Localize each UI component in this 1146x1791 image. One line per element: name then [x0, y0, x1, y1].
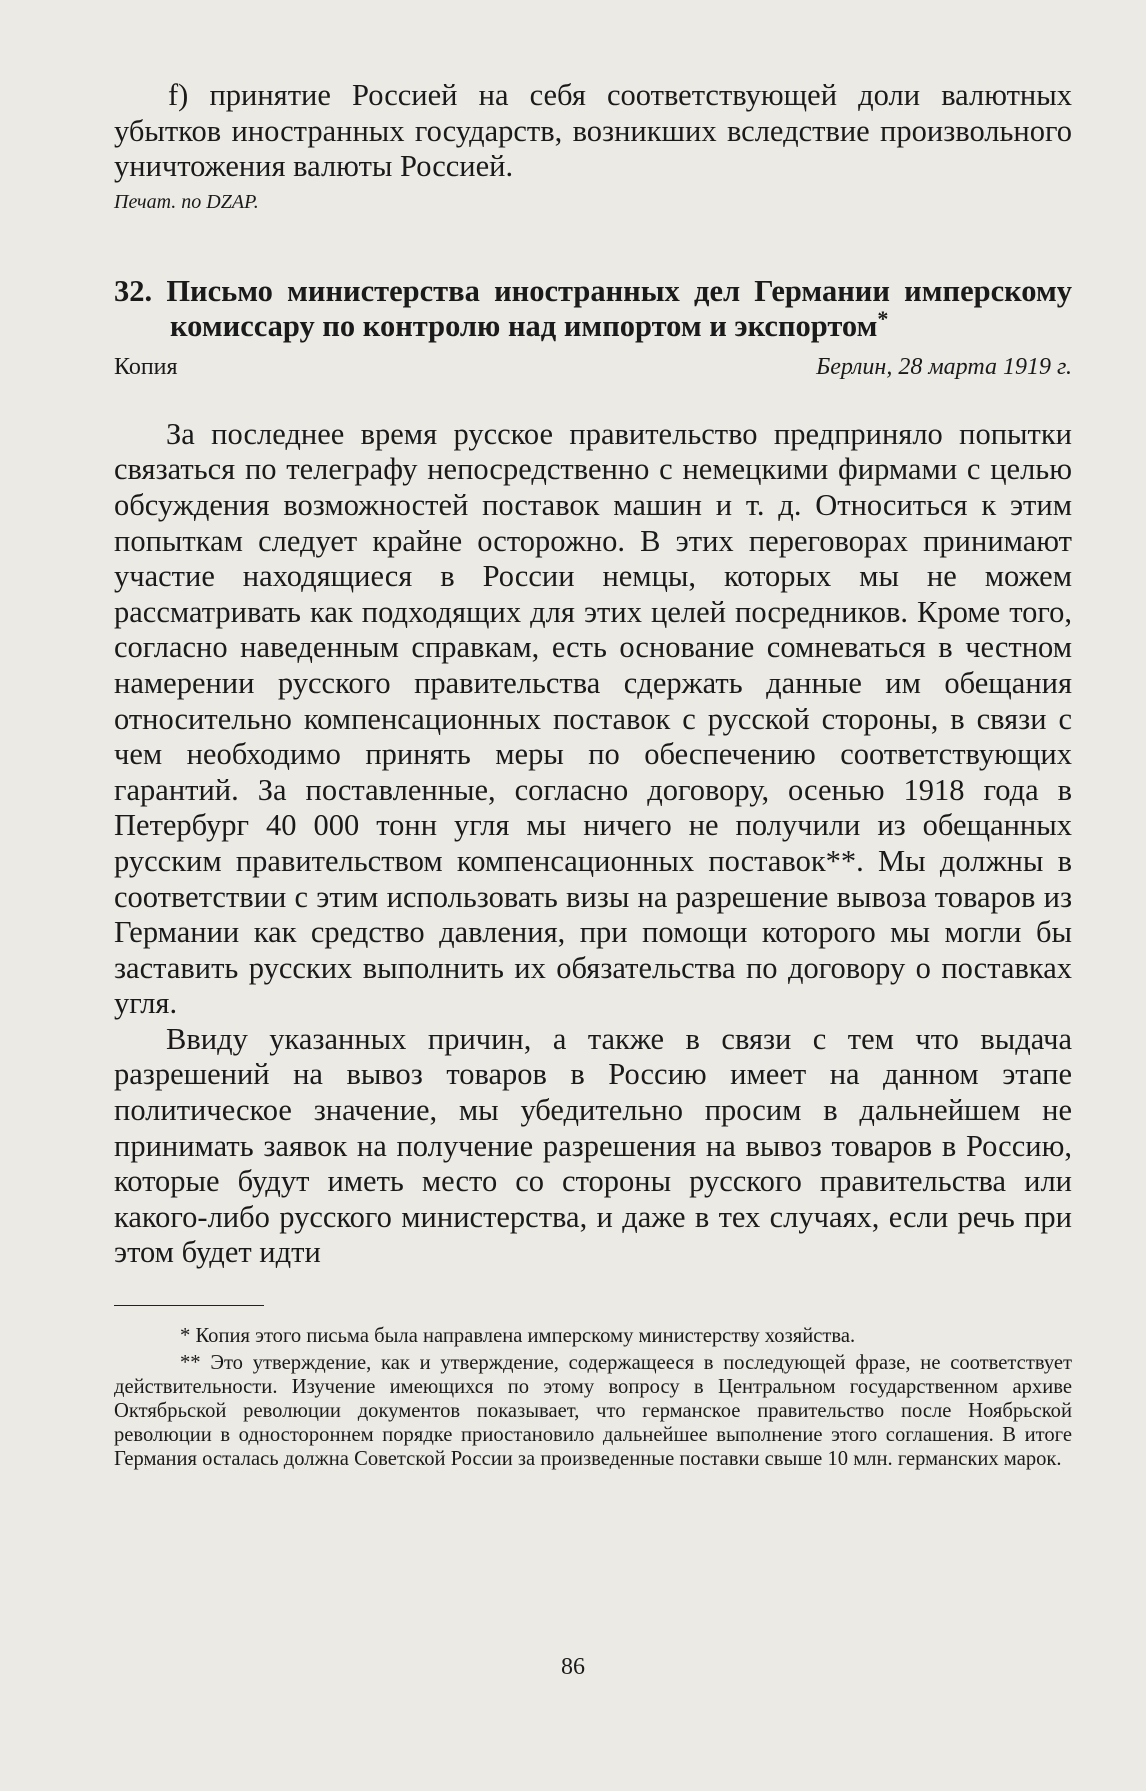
heading-footnote-mark: *	[877, 305, 889, 331]
letter-paragraph-2: Ввиду указанных причин, а также в связи с тем что выдача разрешений на вывоз товаров в Россию имеет на данном этапе политическое значение, мы убедительно просим в дальнейшем не принимать заявок на получение разрешения на вывоз товаров в Россию, которые будут иметь место со стороны русского правительства или какого-либо русского министерства, и даже в тех случаях, если речь при этом будет идти	[114, 1021, 1072, 1270]
footnote-divider	[114, 1305, 264, 1306]
continuation-paragraph: f) принятие Россией на себя соответствующей доли валютных убытков иностранных государств, возникших вследствие произвольного уничтожения валюты Россией.	[114, 78, 1072, 184]
document-meta	[114, 354, 1072, 381]
copy-label: Копия	[114, 353, 178, 380]
heading-text: 32. Письмо министерства иностранных дел Германии имперскому комиссару по контролю над импортом и экспортом	[114, 273, 1072, 343]
source-note: Печат. по DZAP.	[114, 190, 259, 213]
letter-body	[114, 417, 1072, 1271]
page-number: 86	[561, 1654, 585, 1680]
footnotes	[114, 1324, 1072, 1471]
date-place: Берлин, 28 марта 1919 г.	[816, 353, 1072, 380]
letter-paragraph-1: За последнее время русское правительство предприняло попытки связаться по телеграфу непосредственно с немецкими фирмами с целью обсуждения возможностей поставок машин и т. д. Относиться к этим попыткам следует крайне осторожно. В этих переговорах принимают участие находящиеся в России немцы, которых мы не можем рассматривать как подходящих для этих целей посредников. Кроме того, согласно наведенным справкам, есть основание сомневаться в честном намерении русского правительства сдержать данные им обещания относительно компенсационных поставок с русской стороны, в связи с чем необходимо принять меры по обеспечению соответствующих гарантий. За поставленные, согласно договору, осенью 1918 года в Петербург 40 000 тонн угля мы ничего не получили из обещанных русским правительством компенсационных поставок**. Мы должны в соответствии с этим использовать визы на разрешение вывоза товаров из Германии как средство давления, при помощи которого мы могли бы заставить русских выполнить их обязательства по договору о поставках угля.	[114, 416, 1072, 1021]
footnote-2: ** Это утверждение, как и утверждение, содержащееся в последующей фразе, не соответствует действительности. Изучение имеющихся по этому вопросу в Центральном государственном архиве Октябрьской революции документов показывает, что германское правительство после Ноябрьской революции в одностороннем порядке приостановило дальнейшее выполнение этого соглашения. В итоге Германия осталась должна Советской России за произведенные поставки свыше 10 млн. германских марок.	[114, 1352, 1072, 1471]
footnote-1: * Копия этого письма была направлена имперскому министерству хозяйства.	[180, 1325, 856, 1348]
document-heading	[114, 274, 1072, 344]
page-content	[114, 78, 1072, 1474]
